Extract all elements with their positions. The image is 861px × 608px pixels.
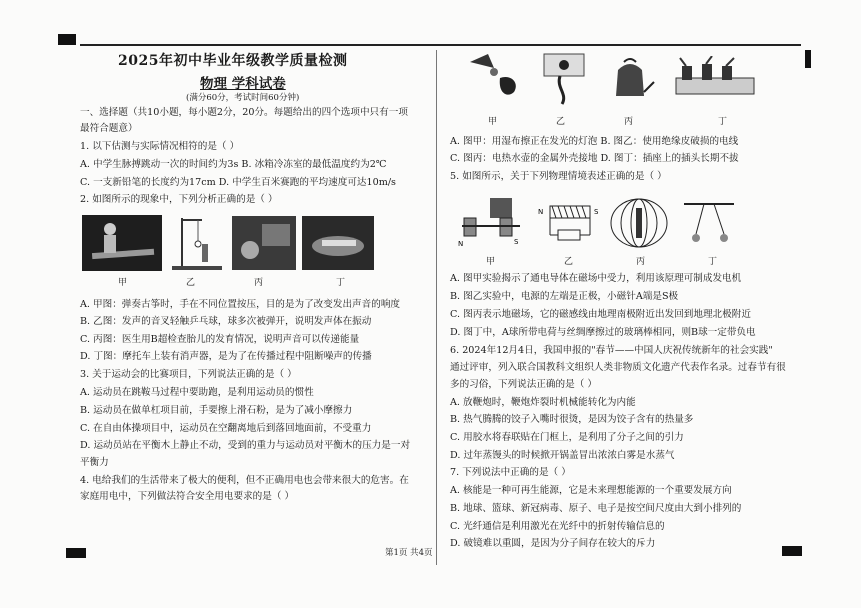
header-rule (80, 44, 801, 46)
q5-label-yi: 乙 (564, 257, 574, 267)
svg-text:N: N (458, 240, 464, 248)
q3-option-c: C. 在自由体操项目中，运动员在空翻离地后到落回地面前，不受重力 (80, 423, 372, 434)
q3-option-b: B. 运动员在做单杠项目前，手要擦上滑石粉，是为了减小摩擦力 (80, 405, 353, 416)
question-6: 6. 2024年12月4日，我国申报的"春节——中国人庆祝传统新年的社会实践" (450, 345, 773, 356)
guzheng-illustration (82, 215, 162, 271)
q2-option-b: B. 乙图：发声的音叉轻触乒乓球，球多次被弹开，说明发声体在振动 (80, 316, 372, 327)
q3-option-d: D. 运动员站在平衡木上静止不动，受到的重力与运动员对平衡木的压力是一对 (80, 440, 411, 451)
photo-guzheng (82, 215, 162, 271)
q2-option-d: D. 丁图：摩托车上装有消声器，是为了在传播过程中阻断噪声的传播 (80, 351, 372, 362)
q3-option-a: A. 运动员在跳鞍马过程中要助跑，是利用运动员的惯性 (80, 387, 314, 398)
electric-kettle-image (604, 52, 656, 104)
registration-mark-bottom-left (66, 548, 86, 558)
q2-label-ding: 丁 (336, 278, 346, 288)
svg-text:S: S (594, 208, 599, 216)
lamp-wet-cloth-image (464, 52, 528, 106)
q2-label-bing: 丙 (254, 278, 264, 288)
q6-option-c: C. 用胶水将春联贴在门框上，是利用了分子之间的引力 (450, 432, 684, 443)
q5-option-b: B. 图乙实验中，电源的左端是正极，小磁针A端是S极 (450, 291, 679, 302)
registration-mark-bottom-right (782, 546, 802, 556)
q1-options-cd: C. 一支新铅笔的长度约为17cm D. 中学生百米赛跑的平均速度可达10m/s (80, 177, 396, 188)
socket-plugs-image (672, 56, 758, 100)
q7-option-a: A. 核能是一种可再生能源，它是未来理想能源的一个重要发展方向 (450, 485, 732, 496)
q5-option-d: D. 图丁中，A球所带电荷与丝绸摩擦过的玻璃棒相同，则B球一定带负电 (450, 327, 756, 338)
q7-option-c: C. 光纤通信是利用激光在光纤中的折射传输信息的 (450, 521, 665, 532)
q4-label-jia: 甲 (488, 117, 498, 127)
question-6-cont: 通过评审，列入联合国教科文组织人类非物质文化遗产代表作名录。过春节有很 (450, 362, 786, 373)
charged-balls-diagram (680, 200, 738, 250)
q5-option-a: A. 图甲实验揭示了通电导体在磁场中受力，利用该原理可制成发电机 (450, 273, 742, 284)
q4-options-ab: A. 图甲：用湿布擦正在发光的灯泡 B. 图乙：使用绝缘皮破损的电线 (450, 136, 739, 147)
question-4: 4. 电给我们的生活带来了极大的便利，但不正确用电也会带来很大的危害。在 (80, 475, 409, 486)
q2-label-jia: 甲 (118, 278, 128, 288)
registration-mark-right (805, 50, 811, 68)
question-6-cont2: 多的习俗，下列说法正确的是（ ） (450, 379, 597, 390)
q4-label-ding: 丁 (718, 117, 728, 127)
exam-subtitle: 物理 学科试卷 (200, 76, 286, 92)
q6-option-b: B. 热气腾腾的饺子入嘴时很烫，是因为饺子含有的热量多 (450, 414, 694, 425)
solenoid-diagram (538, 200, 602, 248)
q5-label-jia: 甲 (486, 257, 496, 267)
q4-label-yi: 乙 (556, 117, 566, 127)
q2-option-a: A. 甲图：弹奏古筝时，手在不同位置按压，目的是为了改变发出声音的响度 (80, 299, 401, 310)
q7-option-d: D. 破镜难以重圆，是因为分子间存在较大的斥力 (450, 538, 656, 549)
damaged-wire-image (538, 50, 590, 106)
q6-option-d: D. 过年蒸馒头的时候掀开锅盖冒出浓浓白雾是水蒸气 (450, 450, 675, 461)
tuning-fork-apparatus (168, 214, 226, 272)
q4-options-cd: C. 图丙：电热水壶的金属外壳接地 D. 图丁：插座上的插头长期不拔 (450, 153, 739, 164)
q4-label-bing: 丙 (624, 117, 634, 127)
earth-magnetic-field-diagram (608, 194, 670, 252)
exam-title: 2025年初中毕业年级教学质量检测 (118, 53, 348, 69)
column-divider (436, 50, 437, 565)
question-1: 1. 以下估测与实际情况相符的是（ ） (80, 141, 240, 152)
section-heading: 一、选择题（共10小题，每小题2分，20分。每题给出的四个选项中只有一项 (80, 107, 408, 118)
q1-options-ab: A. 中学生脉搏跳动一次的时间约为3s B. 冰箱冷冻室的最低温度约为2℃ (80, 159, 387, 170)
question-3: 3. 关于运动会的比赛项目，下列说法正确的是（ ） (80, 369, 297, 380)
question-5: 5. 如图所示，关于下列物理情境表述正确的是（ ） (450, 171, 667, 182)
question-2: 2. 如图所示的现象中，下列分析正确的是（ ） (80, 194, 278, 205)
question-4-cont: 家庭用电中，下列做法符合安全用电要求的是（ ） (80, 491, 295, 502)
motor-experiment-diagram (456, 192, 526, 248)
q7-option-b: B. 地球、篮球、新冠病毒、原子、电子是按空间尺度由大到小排列的 (450, 503, 742, 514)
svg-text:N: N (538, 208, 544, 216)
q2-option-c: C. 丙图：医生用B超检查胎儿的发育情况，说明声音可以传递能量 (80, 334, 360, 345)
photo-motorcycle (302, 216, 374, 270)
page-footer: 第1页 共4页 (385, 548, 433, 558)
svg-text:S: S (514, 238, 519, 246)
registration-mark-top-left (58, 34, 76, 45)
question-7: 7. 下列说法中正确的是（ ） (450, 467, 571, 478)
q5-label-ding: 丁 (708, 257, 718, 267)
q6-option-a: A. 放鞭炮时，鞭炮炸裂时机械能转化为内能 (450, 397, 636, 408)
score-info: (满分60分，考试时间60分钟) (186, 93, 300, 103)
q5-label-bing: 丙 (636, 257, 646, 267)
section-heading-cont: 最符合题意） (80, 123, 138, 134)
photo-ultrasound (232, 216, 296, 270)
q3-option-d-cont: 平衡力 (80, 457, 109, 468)
q5-option-c: C. 图丙表示地磁场，它的磁感线由地理南极附近出发回到地理北极附近 (450, 309, 751, 320)
q2-label-yi: 乙 (186, 278, 196, 288)
